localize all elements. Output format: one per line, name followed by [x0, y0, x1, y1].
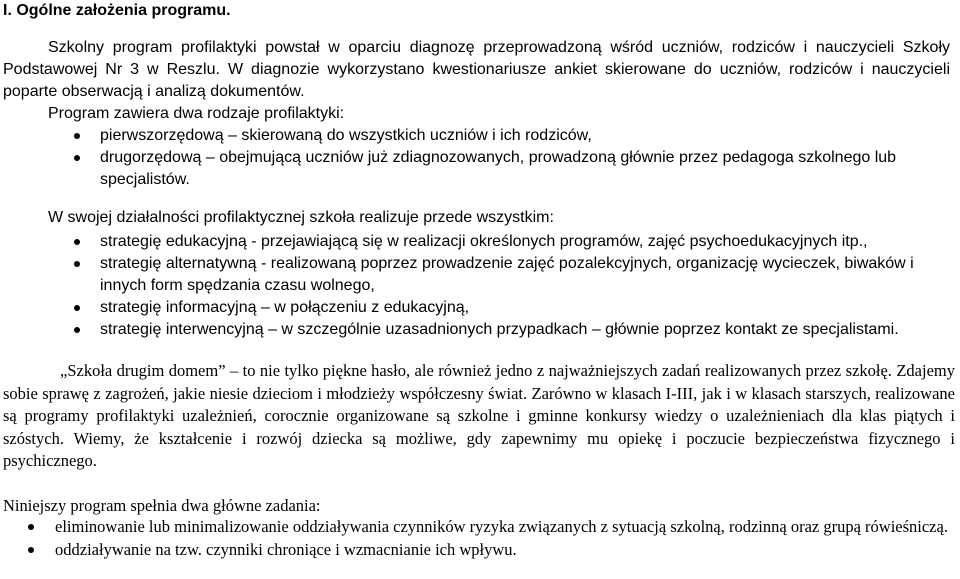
- program-types-list: [100, 125, 950, 191]
- list-item: [100, 125, 950, 147]
- list-item: [55, 516, 955, 539]
- tasks-list: [55, 516, 955, 561]
- list-item: [100, 319, 952, 341]
- program-types-lead-text: Program zawiera dwa rodzaje profilaktyki:: [48, 105, 345, 122]
- motto-paragraph: [3, 360, 955, 473]
- strategy-text: strategię informacyjną – w połączeniu z edukacyjną,: [100, 299, 470, 316]
- list-item: [55, 539, 955, 562]
- list-item: [100, 231, 952, 253]
- strategies-list: [100, 231, 952, 341]
- strategy-text: strategię edukacyjną - przejawiającą się w realizacji określonych programów, zajęć psychoedukacyjnych itp.,: [100, 233, 868, 250]
- task-text: eliminowanie lub minimalizowanie oddziaływania czynników ryzyka związanych z sytuacją szkolną, rodzinną oraz grupą rówieśniczą.: [55, 517, 948, 536]
- bullet-icon: [74, 261, 80, 267]
- bullet-icon: [74, 327, 80, 333]
- motto-paragraph-text: „Szkoła drugim domem” – to nie tylko piękne hasło, ale również jedno z najważniejszych zadań realizowanych przez szkołę. Zdajemy sobie sprawę z zagrożeń, jakie niesie dzieciom i młodzieży współczesny świat. Zarówno w klasach I-III, jak i w klasach starszych, realizowane są programy profilaktyki uzależnień, corocznie organizowane są szkolne i gminne konkursy wiedzy o uzależnieniach dla klas piątych i szóstych. Wiemy, że kształcenie i rozwój dziecka są możliwe, gdy zapewnimy mu opiekę i poczucie bezpieczeństwa fizycznego i psychicznego.: [3, 361, 955, 470]
- list-item: [100, 297, 952, 319]
- list-item: [100, 147, 950, 191]
- list-item: [100, 253, 952, 297]
- bullet-icon: [74, 155, 80, 161]
- tasks-lead: [3, 495, 903, 518]
- intro-paragraph: [3, 37, 950, 103]
- program-type-text: drugorzędową – obejmującą uczniów już zdiagnozowanych, prowadzoną głównie przez pedagoga szkolnego lub specjalistów.: [100, 149, 897, 188]
- intro-paragraph-text: Szkolny program profilaktyki powstał w oparciu diagnozę przeprowadzoną wśród uczniów, rodziców i nauczycieli Szkoły Podstawowej Nr 3 w Reszlu. W diagnozie wykorzystano kwestionariusze ankiet skierowane do uczniów, rodziców i nauczycieli poparte obserwacją i analizą dokumentów.: [3, 39, 950, 100]
- strategy-text: strategię interwencyjną – w szczególnie uzasadnionych przypadkach – głównie poprzez kontakt ze specjalistami.: [100, 321, 899, 338]
- strategies-lead: [48, 207, 948, 229]
- strategy-text: strategię alternatywną - realizowaną poprzez prowadzenie zajęć pozalekcyjnych, organizację wycieczek, biwaków i innych form spędzania czasu wolnego,: [100, 255, 914, 294]
- section-heading: I. Ogólne założenia programu.: [3, 2, 231, 19]
- bullet-icon: [74, 133, 80, 139]
- task-text: oddziaływanie na tzw. czynniki chroniące i wzmacnianie ich wpływu.: [55, 539, 517, 559]
- bullet-icon: [74, 305, 80, 311]
- bullet-icon: [28, 547, 34, 553]
- bullet-icon: [74, 239, 80, 245]
- program-type-text: pierwszorzędową – skierowaną do wszystkich uczniów i ich rodziców,: [100, 127, 592, 144]
- strategies-lead-text: W swojej działalności profilaktycznej szkoła realizuje przede wszystkim:: [48, 209, 554, 226]
- program-types-lead: [48, 103, 948, 125]
- tasks-lead-text: Niniejszy program spełnia dwa główne zadania:: [3, 496, 321, 515]
- bullet-icon: [28, 524, 34, 530]
